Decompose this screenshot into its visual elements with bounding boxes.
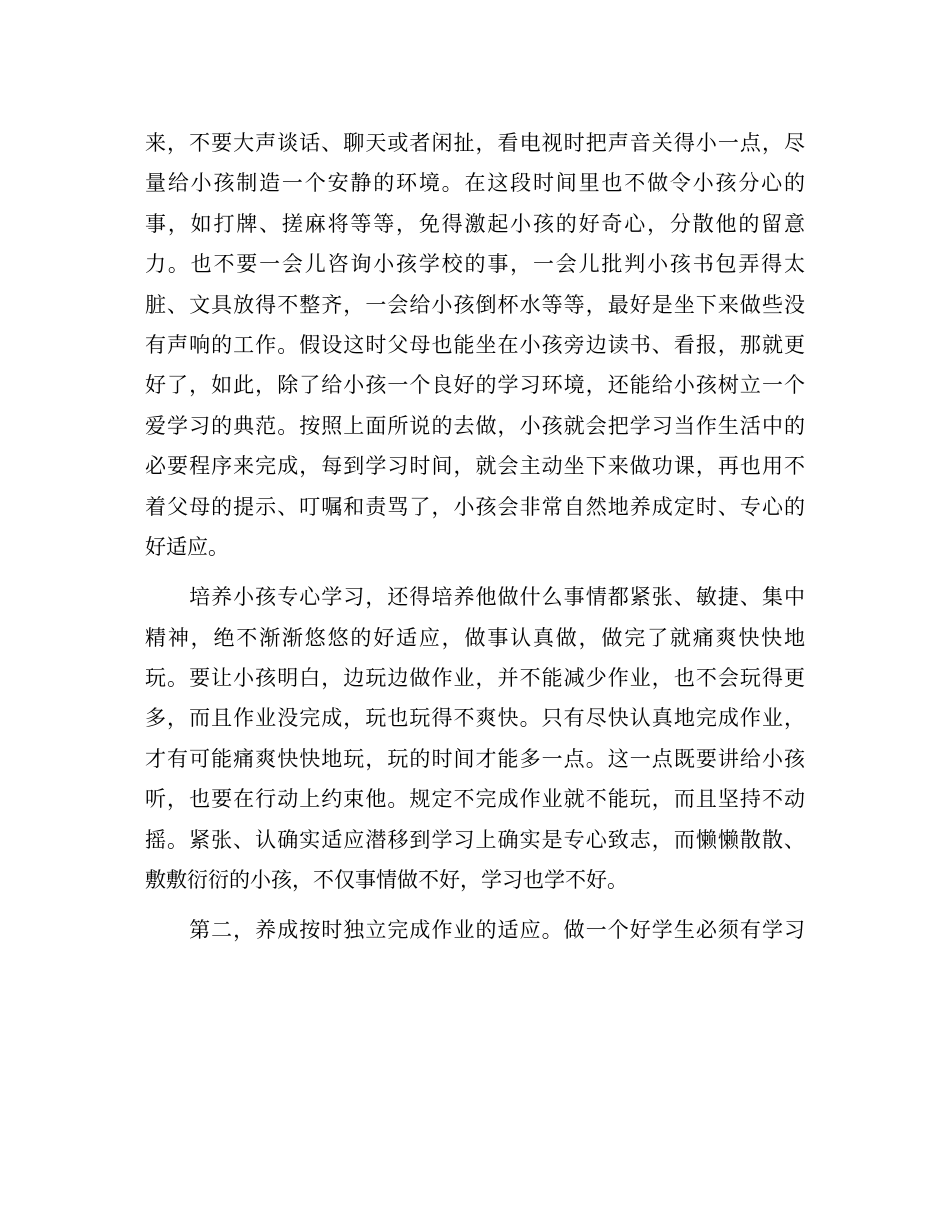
paragraph-3 xyxy=(145,910,805,950)
text-line: 爱学习的典范。按照上面所说的去做，小孩就会把学习当作生活中的 xyxy=(145,413,805,438)
text-line: 量给小孩制造一个安静的环境。在这段时间里也不做令小孩分心的 xyxy=(145,171,805,196)
text-line: 培养小孩专心学习，还得培养他做什么事情都紧张、敏捷、集中 xyxy=(145,585,805,610)
text-line: 才有可能痛爽快快地玩，玩的时间才能多一点。这一点既要讲给小孩 xyxy=(145,746,805,771)
text-line: 多，而且作业没完成，玩也玩得不爽快。只有尽快认真地完成作业， xyxy=(145,706,805,731)
text-line: 听，也要在行动上约束他。规定不完成作业就不能玩，而且坚持不动 xyxy=(145,787,805,812)
text-line: 好适应。 xyxy=(145,534,229,559)
text-line: 力。也不要一会儿咨询小孩学校的事，一会儿批判小孩书包弄得太 xyxy=(145,252,805,277)
paragraph-1 xyxy=(145,123,805,567)
text-line: 事，如打牌、搓麻将等等，免得激起小孩的好奇心，分散他的留意 xyxy=(145,211,805,236)
text-line: 着父母的提示、叮嘱和责骂了，小孩会非常自然地养成定时、专心的 xyxy=(145,494,805,519)
text-line: 第二，养成按时独立完成作业的适应。做一个好学生必须有学习 xyxy=(145,918,805,943)
paragraph-gap xyxy=(145,567,805,577)
text-line: 精神，绝不渐渐悠悠的好适应，做事认真做，做完了就痛爽快快地 xyxy=(145,625,805,650)
text-line: 摇。紧张、认确实适应潜移到学习上确实是专心致志，而懒懒散散、 xyxy=(145,827,805,852)
text-line: 玩。要让小孩明白，边玩边做作业，并不能减少作业，也不会玩得更 xyxy=(145,666,805,691)
text-line: 来，不要大声谈话、聊天或者闲扯，看电视时把声音关得小一点，尽 xyxy=(145,131,805,155)
text-line: 脏、文具放得不整齐，一会给小孩倒杯水等等，最好是坐下来做些没 xyxy=(145,292,805,317)
paragraph-2 xyxy=(145,577,805,900)
text-line: 敷敷衍衍的小孩，不仅事情做不好，学习也学不好。 xyxy=(145,868,628,893)
text-line: 有声响的工作。假设这时父母也能坐在小孩旁边读书、看报，那就更 xyxy=(145,332,805,357)
paragraph-gap xyxy=(145,900,805,910)
document-body xyxy=(145,123,805,951)
text-line: 必要程序来完成，每到学习时间，就会主动坐下来做功课，再也用不 xyxy=(145,454,805,479)
text-line: 好了，如此，除了给小孩一个良好的学习环境，还能给小孩树立一个 xyxy=(145,373,805,398)
